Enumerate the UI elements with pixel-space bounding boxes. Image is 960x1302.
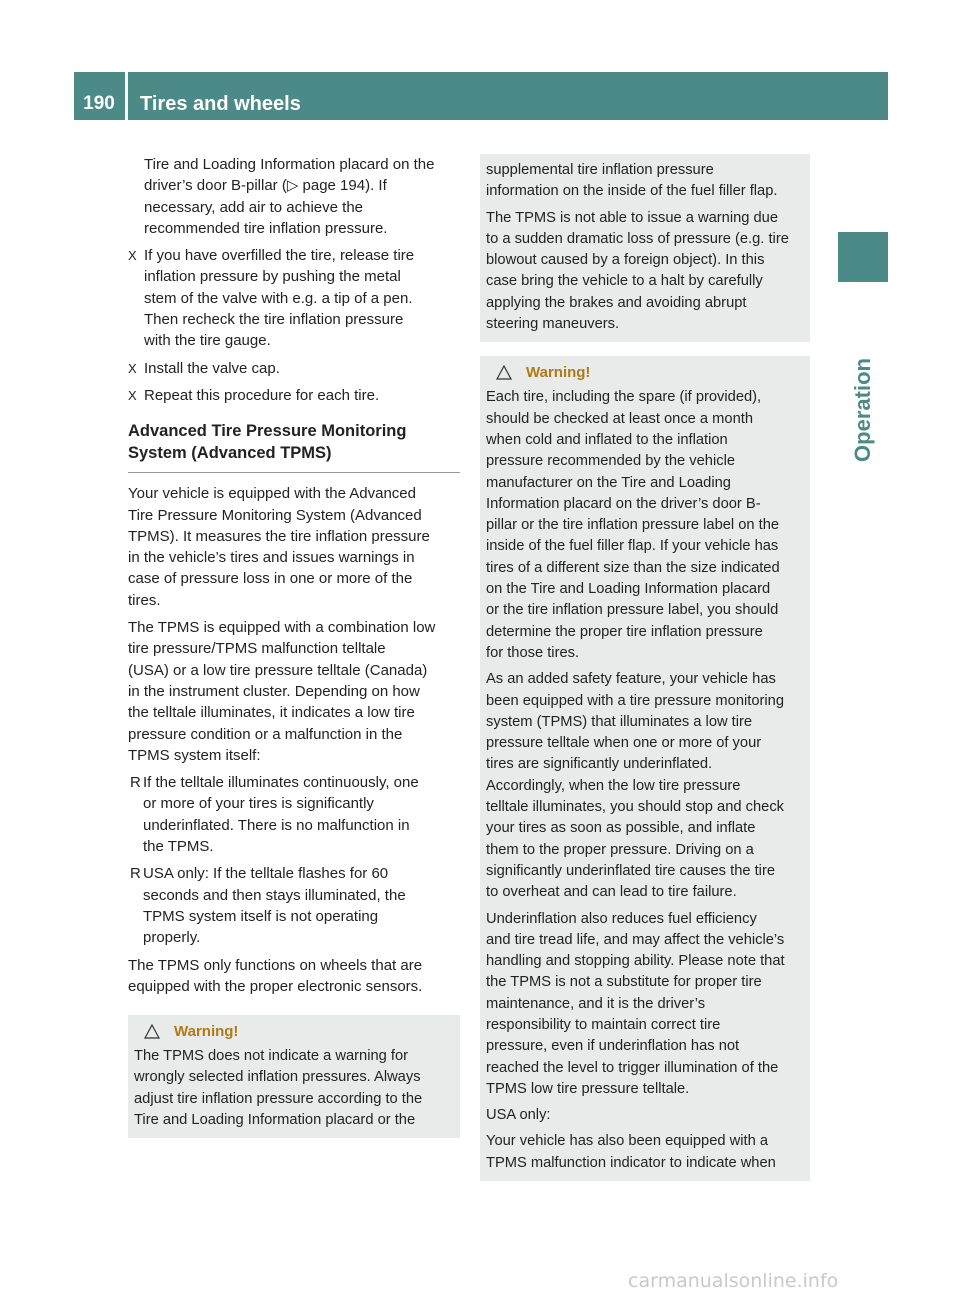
bullet-marker-icon: R <box>130 865 141 883</box>
side-tab-marker <box>838 232 888 282</box>
step-marker-icon: X <box>128 360 137 376</box>
warning-title: Warning! <box>526 364 591 382</box>
paragraph: The TPMS only functions on wheels that are equipped with the proper electronic sensors. <box>128 956 423 995</box>
warning-box-continued <box>480 154 810 342</box>
warning-text: The TPMS is not able to issue a warning due to a sudden dramatic loss of pressure (e.g. tire blowout caused by a foreign object). In this case bring the vehicle to a halt by carefully applying the brakes and avoiding abrupt steering maneuvers. <box>486 209 789 333</box>
warning-text: Your vehicle has also been equipped with a TPMS malfunction indicator to indicate when <box>486 1133 776 1171</box>
step-marker-icon: X <box>128 248 137 264</box>
paragraph: The TPMS is equipped with a combination low tire pressure/TPMS malfunction telltale (USA) or a low tire pressure telltale (Canada) in the instrument cluster. Depending on how the telltale illuminates, it indicates a low tire pressure condition or a malfunction in the TPMS system itself: <box>128 619 436 764</box>
step-item: X Install the valve cap. <box>128 358 460 379</box>
left-column <box>128 154 460 1138</box>
warning-text: Underinflation also reduces fuel efficiency and tire tread life, and may affect the vehicle’s handling and stopping ability. Please note that the TPMS is not a substitute for proper tire maintenance, and it is the driver’s responsibility to maintain correct tire pressure, even if underinflation has not reached the level to trigger illumination of the TPMS low tire pressure telltale. <box>486 910 785 1097</box>
warning-text: USA only: <box>486 1107 551 1124</box>
bullet-marker-icon: R <box>130 774 141 792</box>
warning-title: Warning! <box>174 1023 239 1041</box>
warning-box <box>480 356 810 1181</box>
watermark: carmanualsonline.info <box>628 1270 839 1292</box>
step-item: X If you have overfilled the tire, release tire inflation pressure by pushing the metal stem of the valve with e.g. a tip of a pen. Then recheck the tire inflation pressure with the tire gauge. <box>128 247 415 350</box>
bullet-item: R USA only: If the telltale flashes for 60 seconds and then stays illuminated, the TPMS system itself is not operating properly. <box>130 865 406 947</box>
header-divider <box>125 72 128 120</box>
side-tab-label: Operation <box>850 358 875 462</box>
section-heading: Advanced Tire Pressure Monitoring System (Advanced TPMS) <box>128 420 460 473</box>
page-title: Tires and wheels <box>140 93 301 115</box>
warning-header <box>134 1021 454 1042</box>
warning-triangle-icon <box>144 1024 160 1039</box>
warning-text: As an added safety feature, your vehicle has been equipped with a tire pressure monitoring system (TPMS) that illuminates a low tire pressure telltale when one or more of your tires are significantly underinflated. Accordingly, when the low tire pressure telltale illuminates, you should stop and check your tires as soon as possible, and inflate them to the proper pressure. Driving on a significantly underinflated tire causes the tire to overheat and can lead to tire failure. <box>486 671 785 901</box>
warning-header <box>486 362 804 383</box>
right-column <box>480 154 810 1181</box>
warning-text: supplemental tire inflation pressure information on the inside of the fuel filler flap. <box>486 162 778 200</box>
warning-text: Each tire, including the spare (if provided), should be checked at least once a month when cold and inflated to the inflation pressure recommended by the vehicle manufacturer on the Tire and Loading Information placard on the driver’s door B- pillar or the tire inflation pressure label on the inside of the fuel filler flap. If your vehicle has tires of a different size than the size indicated on the Tire and Loading Information placard or the tire inflation pressure label, you should determine the proper tire inflation pressure for those tires. <box>486 389 780 661</box>
step-marker-icon: X <box>128 387 137 403</box>
warning-text: The TPMS does not indicate a warning for wrongly selected inflation pressures. Always adjust tire inflation pressure according to the Tire and Loading Information placard or the <box>134 1048 423 1128</box>
paragraph: Your vehicle is equipped with the Advanced Tire Pressure Monitoring System (Advanced TPMS). It measures the tire inflation pressure in the vehicle’s tires and issues warnings in case of pressure loss in one or more of the tires. <box>128 485 430 609</box>
warning-box <box>128 1015 460 1138</box>
warning-triangle-icon <box>496 365 512 380</box>
intro-paragraph: Tire and Loading Information placard on the driver’s door B-pillar (▷ page 194). If necessary, add air to achieve the recommended tire inflation pressure. <box>144 156 435 237</box>
step-item: X Repeat this procedure for each tire. <box>128 385 460 406</box>
bullet-item: R If the telltale illuminates continuously, one or more of your tires is significantly underinflated. There is no malfunction in the TPMS. <box>130 774 419 856</box>
page-number: 190 <box>83 93 115 114</box>
